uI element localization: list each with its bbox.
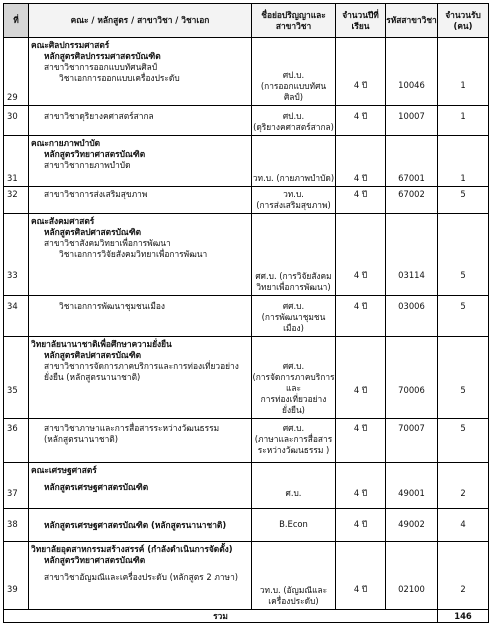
program-cell xyxy=(29,463,252,509)
quota-table xyxy=(3,3,489,623)
degree-cell xyxy=(252,214,336,296)
degree-abbr: ศป.บ. xyxy=(282,70,305,80)
header-degree: ชื่อย่อปริญญาและสาขาวิชา xyxy=(252,4,336,38)
years-cell: 4 ปี xyxy=(336,38,386,106)
table-row xyxy=(4,337,489,419)
degree-note: (ภาษาและการสื่อสาร xyxy=(254,434,333,444)
major-name: สาขาวิชาภาษาและการสื่อสารระหว่างวัฒนธรรม xyxy=(44,423,220,433)
degree-abbr: ศศ.บ. (การวิจัยสังคม xyxy=(255,271,332,281)
program-cell xyxy=(29,419,252,463)
program-name: หลักสูตรเศรษฐศาสตรบัณฑิต (หลักสูตรนานาชาติ) xyxy=(44,519,227,530)
major-name: สาขาวิชาการออกแบบทัศนศิลป์ xyxy=(44,62,158,72)
header-quota: จำนวนรับ (คน) xyxy=(438,4,489,38)
major-name: สาขาวิชาการจัดการภาคบริการและการท่องเที่ยวอย่าง xyxy=(44,361,239,371)
quota-cell: 5 xyxy=(438,187,489,214)
program-cell xyxy=(29,136,252,187)
header-years: จำนวนปีที่เรียน xyxy=(336,4,386,38)
degree-note-cont: ระหว่างวัฒนธรรม ) xyxy=(257,445,330,455)
faculty-name: คณะสังคมศาสตร์ xyxy=(31,216,95,226)
degree-cell xyxy=(252,136,336,187)
code-cell: 67002 xyxy=(386,187,438,214)
code-cell: 67001 xyxy=(386,136,438,187)
degree-note: เครื่องประดับ) xyxy=(268,596,319,606)
row-number: 39 xyxy=(4,542,29,610)
degree-note: (การจัดการภาคบริการและ xyxy=(252,372,335,393)
quota-cell: 1 xyxy=(438,106,489,136)
major-name: สาขาวิชาสังคมวิทยาเพื่อการพัฒนา xyxy=(44,238,171,248)
program-name: หลักสูตรเศรษฐศาสตรบัณฑิต xyxy=(44,482,149,492)
years-cell: 4 ปี xyxy=(336,106,386,136)
program-cell xyxy=(29,38,252,106)
minor-name: วิชาเอกการวิจัยสังคมวิทยาเพื่อการพัฒนา xyxy=(59,249,208,259)
major-name: สาขาวิชากายภาพบำบัด xyxy=(44,160,131,170)
table-row xyxy=(4,214,489,296)
degree-abbr: ศศ.บ. xyxy=(282,301,305,311)
table-row xyxy=(4,136,489,187)
program-cell xyxy=(29,296,252,337)
code-cell: 70007 xyxy=(386,419,438,463)
program-cell xyxy=(29,214,252,296)
degree-note: (การส่งเสริมสุขภาพ) xyxy=(256,200,331,210)
program-name: หลักสูตรศิลปกรรมศาสตรบัณฑิต xyxy=(44,51,161,61)
major-name-cont: (หลักสูตรนานาชาติ) xyxy=(44,434,118,444)
minor-name: วิชาเอกการออกแบบเครื่องประดับ xyxy=(59,73,180,83)
quota-cell: 4 xyxy=(438,509,489,542)
row-number: 38 xyxy=(4,509,29,542)
program-cell xyxy=(29,542,252,610)
degree-note: (การพัฒนาชุมชนเมือง) xyxy=(261,312,326,333)
code-cell: 10007 xyxy=(386,106,438,136)
row-number: 30 xyxy=(4,106,29,136)
code-cell: 49002 xyxy=(386,509,438,542)
quota-cell: 5 xyxy=(438,214,489,296)
years-cell: 4 ปี xyxy=(336,187,386,214)
total-label: รวม xyxy=(4,610,438,623)
degree-cell xyxy=(252,187,336,214)
degree-abbr: วท.บ. xyxy=(283,189,304,199)
faculty-name: วิทยาลัยอุตสาหกรรมสร้างสรรค์ (กำลังดำเนินการจัดตั้ง) xyxy=(31,544,233,554)
program-cell xyxy=(29,187,252,214)
major-name: สาขาวิชาดุริยางคศาสตร์สากล xyxy=(44,111,154,121)
degree-cell: B.Econ xyxy=(252,509,336,542)
quota-cell: 5 xyxy=(438,419,489,463)
admission-quota-document xyxy=(3,3,488,623)
faculty-name: คณะกายภาพบำบัด xyxy=(31,138,101,148)
row-number: 31 xyxy=(4,136,29,187)
total-row xyxy=(4,610,489,623)
degree-cell: ศ.บ. xyxy=(252,463,336,509)
row-number: 34 xyxy=(4,296,29,337)
faculty-name: คณะเศรษฐศาสตร์ xyxy=(31,465,97,475)
table-row xyxy=(4,106,489,136)
quota-cell: 2 xyxy=(438,463,489,509)
degree-note: วิทยาเพื่อการพัฒนา) xyxy=(256,282,331,292)
degree-abbr: วท.บ. (อัญมณีและ xyxy=(259,585,328,595)
row-number: 36 xyxy=(4,419,29,463)
degree-abbr: วท.บ. (กายภาพบำบัด) xyxy=(252,173,335,183)
degree-cell xyxy=(252,296,336,337)
major-name: สาขาวิชาอัญมณีและเครื่องประดับ (หลักสูตร 2 ภาษา) xyxy=(44,572,239,582)
major-name-cont: ยั่งยืน (หลักสูตรนานาชาติ) xyxy=(44,372,141,382)
header-code: รหัสสาขาวิชา xyxy=(386,4,438,38)
quota-cell: 5 xyxy=(438,296,489,337)
faculty-name: วิทยาลัยนานาชาติเพื่อศึกษาความยั่งยืน xyxy=(31,339,172,349)
table-row xyxy=(4,509,489,542)
header-row xyxy=(4,4,489,38)
degree-note: (การออกแบบทัศนศิลป์) xyxy=(260,81,327,102)
years-cell: 4 ปี xyxy=(336,214,386,296)
quota-cell: 1 xyxy=(438,136,489,187)
table-row xyxy=(4,296,489,337)
table-row xyxy=(4,187,489,214)
degree-abbr: ศป.บ. xyxy=(282,111,305,121)
row-number: 35 xyxy=(4,337,29,419)
table-row xyxy=(4,463,489,509)
program-name: หลักสูตรศิลปศาสตรบัณฑิต xyxy=(44,227,142,237)
program-cell xyxy=(29,106,252,136)
code-cell: 70006 xyxy=(386,337,438,419)
years-cell: 4 ปี xyxy=(336,509,386,542)
program-name: หลักสูตรวิทยาศาสตรบัณฑิต xyxy=(44,149,146,159)
years-cell: 4 ปี xyxy=(336,419,386,463)
degree-cell xyxy=(252,106,336,136)
row-number: 33 xyxy=(4,214,29,296)
code-cell: 49001 xyxy=(386,463,438,509)
degree-abbr: ศศ.บ. xyxy=(282,361,305,371)
degree-note-cont: การท่องเที่ยวอย่างยั่งยืน) xyxy=(260,394,327,415)
degree-cell xyxy=(252,542,336,610)
table-row xyxy=(4,419,489,463)
degree-abbr: ศศ.บ. xyxy=(282,423,305,433)
row-number: 37 xyxy=(4,463,29,509)
degree-cell xyxy=(252,337,336,419)
code-cell: 10046 xyxy=(386,38,438,106)
table-row xyxy=(4,542,489,610)
program-name: หลักสูตรวิทยาศาสตรบัณฑิต xyxy=(44,555,146,565)
code-cell: 02100 xyxy=(386,542,438,610)
program-cell xyxy=(29,509,252,542)
quota-cell: 2 xyxy=(438,542,489,610)
header-program: คณะ / หลักสูตร / สาขาวิชา / วิชาเอก xyxy=(29,4,252,38)
row-number: 29 xyxy=(4,38,29,106)
program-name: หลักสูตรศิลปศาสตรบัณฑิต xyxy=(44,350,142,360)
quota-cell: 5 xyxy=(438,337,489,419)
faculty-name: คณะศิลปกรรมศาสตร์ xyxy=(31,40,110,50)
minor-name: วิชาเอกการพัฒนาชุมชนเมือง xyxy=(59,301,165,311)
years-cell: 4 ปี xyxy=(336,463,386,509)
years-cell: 4 ปี xyxy=(336,136,386,187)
major-name: สาขาวิชาการส่งเสริมสุขภาพ xyxy=(44,189,148,199)
quota-cell: 1 xyxy=(438,38,489,106)
degree-note: (ดุริยางคศาสตร์สากล) xyxy=(253,122,334,132)
years-cell: 4 ปี xyxy=(336,542,386,610)
total-value: 146 xyxy=(438,610,489,623)
code-cell: 03006 xyxy=(386,296,438,337)
degree-cell xyxy=(252,38,336,106)
years-cell: 4 ปี xyxy=(336,337,386,419)
code-cell: 03114 xyxy=(386,214,438,296)
years-cell: 4 ปี xyxy=(336,296,386,337)
program-cell xyxy=(29,337,252,419)
table-row xyxy=(4,38,489,106)
header-no: ที่ xyxy=(4,4,29,38)
degree-cell xyxy=(252,419,336,463)
row-number: 32 xyxy=(4,187,29,214)
